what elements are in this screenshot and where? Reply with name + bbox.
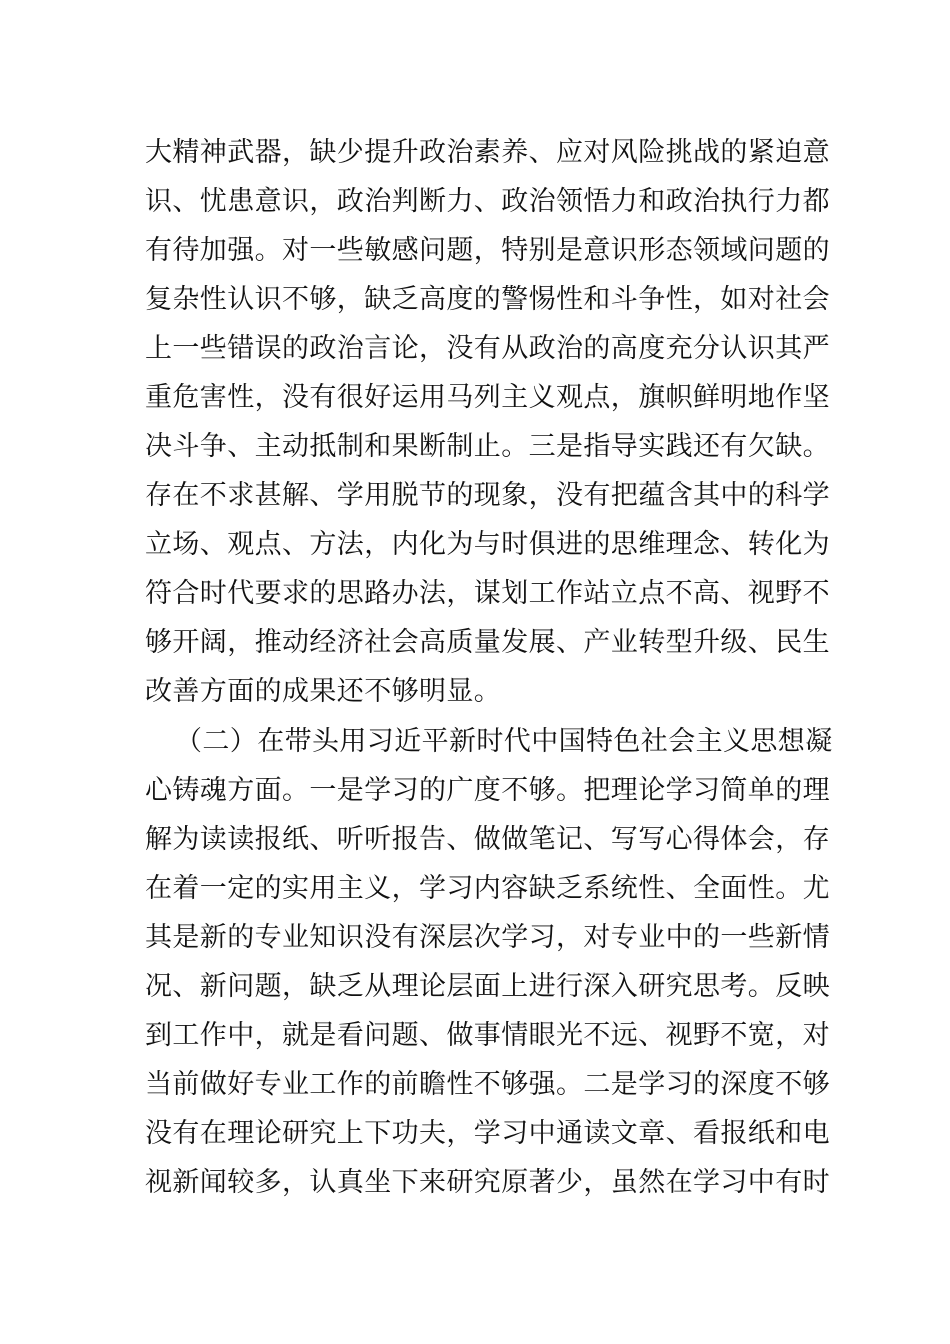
- text-line: 上一些错误的政治言论，没有从政治的高度充分认识其严: [145, 333, 830, 364]
- text-line: 决斗争、主动抵制和果断制止。三是指导实践还有欠缺。: [145, 431, 830, 462]
- text-line: 当前做好专业工作的前瞻性不够强。二是学习的深度不够: [145, 1069, 830, 1100]
- text-line: 况、新问题，缺乏从理论层面上进行深入研究思考。反映: [145, 971, 830, 1002]
- text-line: 有待加强。对一些敏感问题，特别是意识形态领域问题的: [145, 235, 830, 266]
- text-line: 改善方面的成果还不够明显。: [145, 676, 502, 707]
- text-line: 解为读读报纸、听听报告、做做笔记、写写心得体会，存: [145, 824, 830, 855]
- text-line: 识、忧患意识，政治判断力、政治领悟力和政治执行力都: [145, 186, 830, 217]
- text-line: 其是新的专业知识没有深层次学习，对专业中的一些新情: [145, 922, 830, 953]
- text-line: 心铸魂方面。一是学习的广度不够。把理论学习简单的理: [145, 775, 830, 806]
- text-line: 在着一定的实用主义，学习内容缺乏系统性、全面性。尤: [145, 873, 830, 904]
- text-line: 复杂性认识不够，缺乏高度的警惕性和斗争性，如对社会: [145, 284, 830, 315]
- text-line: 立场、观点、方法，内化为与时俱进的思维理念、转化为: [145, 529, 830, 560]
- text-line: 大精神武器，缺少提升政治素养、应对风险挑战的紧迫意: [145, 137, 830, 168]
- text-line: 没有在理论研究上下功夫，学习中通读文章、看报纸和电: [145, 1118, 830, 1149]
- text-line: 重危害性，没有很好运用马列主义观点，旗帜鲜明地作坚: [145, 382, 830, 413]
- text-line: 到工作中，就是看问题、做事情眼光不远、视野不宽，对: [145, 1020, 830, 1051]
- paragraph-heading-line: （二）在带头用习近平新时代中国特色社会主义思想凝: [175, 726, 833, 757]
- text-line: 视新闻较多，认真坐下来研究原著少，虽然在学习中有时: [145, 1167, 830, 1198]
- text-line: 存在不求甚解、学用脱节的现象，没有把蕴含其中的科学: [145, 480, 830, 511]
- text-line: 够开阔，推动经济社会高质量发展、产业转型升级、民生: [145, 627, 830, 658]
- text-line: 符合时代要求的思路办法，谋划工作站立点不高、视野不: [145, 578, 830, 609]
